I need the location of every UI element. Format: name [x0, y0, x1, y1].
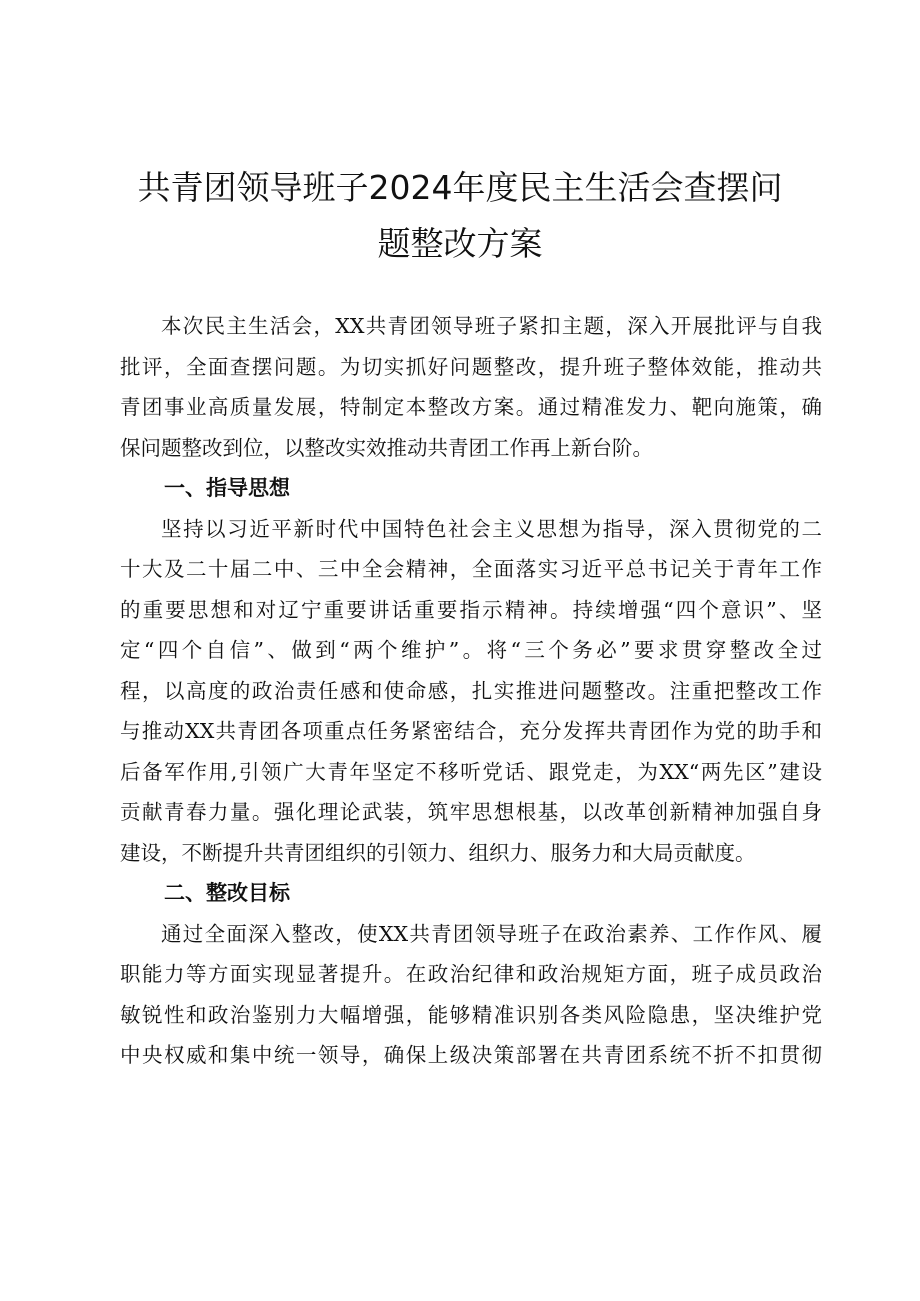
rectification-goals-paragraph — [120, 914, 822, 1076]
paragraph-line: 建设，不断提升共青团组织的引领力、组织力、服务力和大局贡献度。 — [120, 840, 756, 865]
paragraph-line: 贡献青春力量。强化理论武装，筑牢思想根基，以改革创新精神加强自身 — [120, 800, 822, 824]
paragraph-line: 的重要思想和对辽宁重要讲话重要指示精神。持续增强“四个意识”、坚 — [120, 597, 822, 622]
guiding-thought-paragraph — [120, 509, 822, 874]
paragraph-line: 中央权威和集中统一领导，确保上级决策部署在共青团系统不折不扣贯彻 — [120, 1043, 822, 1067]
section-heading-rectification-goals: 二、整改目标 — [164, 881, 290, 905]
paragraph-line: 坚持以习近平新时代中国特色社会主义思想为指导，深入贯彻党的二 — [161, 516, 822, 541]
document-title — [118, 160, 802, 272]
paragraph-line: 敏锐性和政治鉴别力大幅增强，能够精准识别各类风险隐患，坚决维护党 — [120, 1002, 822, 1027]
paragraph-line: 本次民主生活会，XX共青团领导班子紧扣主题，深入开展批评与自我 — [161, 314, 822, 338]
title-line-1: 共青团领导班子2024年度民主生活会查摆问 — [137, 168, 783, 207]
paragraph-line: 十大及二十届二中、三中全会精神，全面落实习近平总书记关于青年工作 — [120, 557, 822, 581]
section-heading-guiding-thought: 一、指导思想 — [164, 476, 290, 500]
paragraph-line: 保问题整改到位，以整改实效推动共青团工作再上新台阶。 — [120, 435, 653, 460]
paragraph-line: 后备军作用,引领广大青年坚定不移听党话、跟党走，为XX“两先区”建设 — [120, 759, 822, 784]
paragraph-line: 通过全面深入整改，使XX共青团领导班子在政治素养、工作作风、履 — [161, 921, 822, 946]
paragraph-line: 程，以高度的政治责任感和使命感，扎实推进问题整改。注重把整改工作 — [120, 678, 822, 703]
paragraph-line: 青团事业高质量发展，特制定本整改方案。通过精准发力、靶向施策，确 — [120, 395, 822, 419]
title-line-2: 题整改方案 — [377, 224, 543, 263]
paragraph-line: 与推动XX共青团各项重点任务紧密结合，充分发挥共青团作为党的助手和 — [120, 719, 822, 743]
paragraph-line: 定“四个自信”、做到“两个维护”。将“三个务必”要求贯穿整改全过 — [120, 638, 822, 662]
paragraph-line: 批评，全面查摆问题。为切实抓好问题整改，提升班子整体效能，推动共 — [120, 354, 822, 379]
paragraph-line: 职能力等方面实现显著提升。在政治纪律和政治规矩方面，班子成员政治 — [120, 962, 822, 986]
document-body — [120, 306, 822, 1076]
intro-paragraph — [120, 306, 822, 468]
